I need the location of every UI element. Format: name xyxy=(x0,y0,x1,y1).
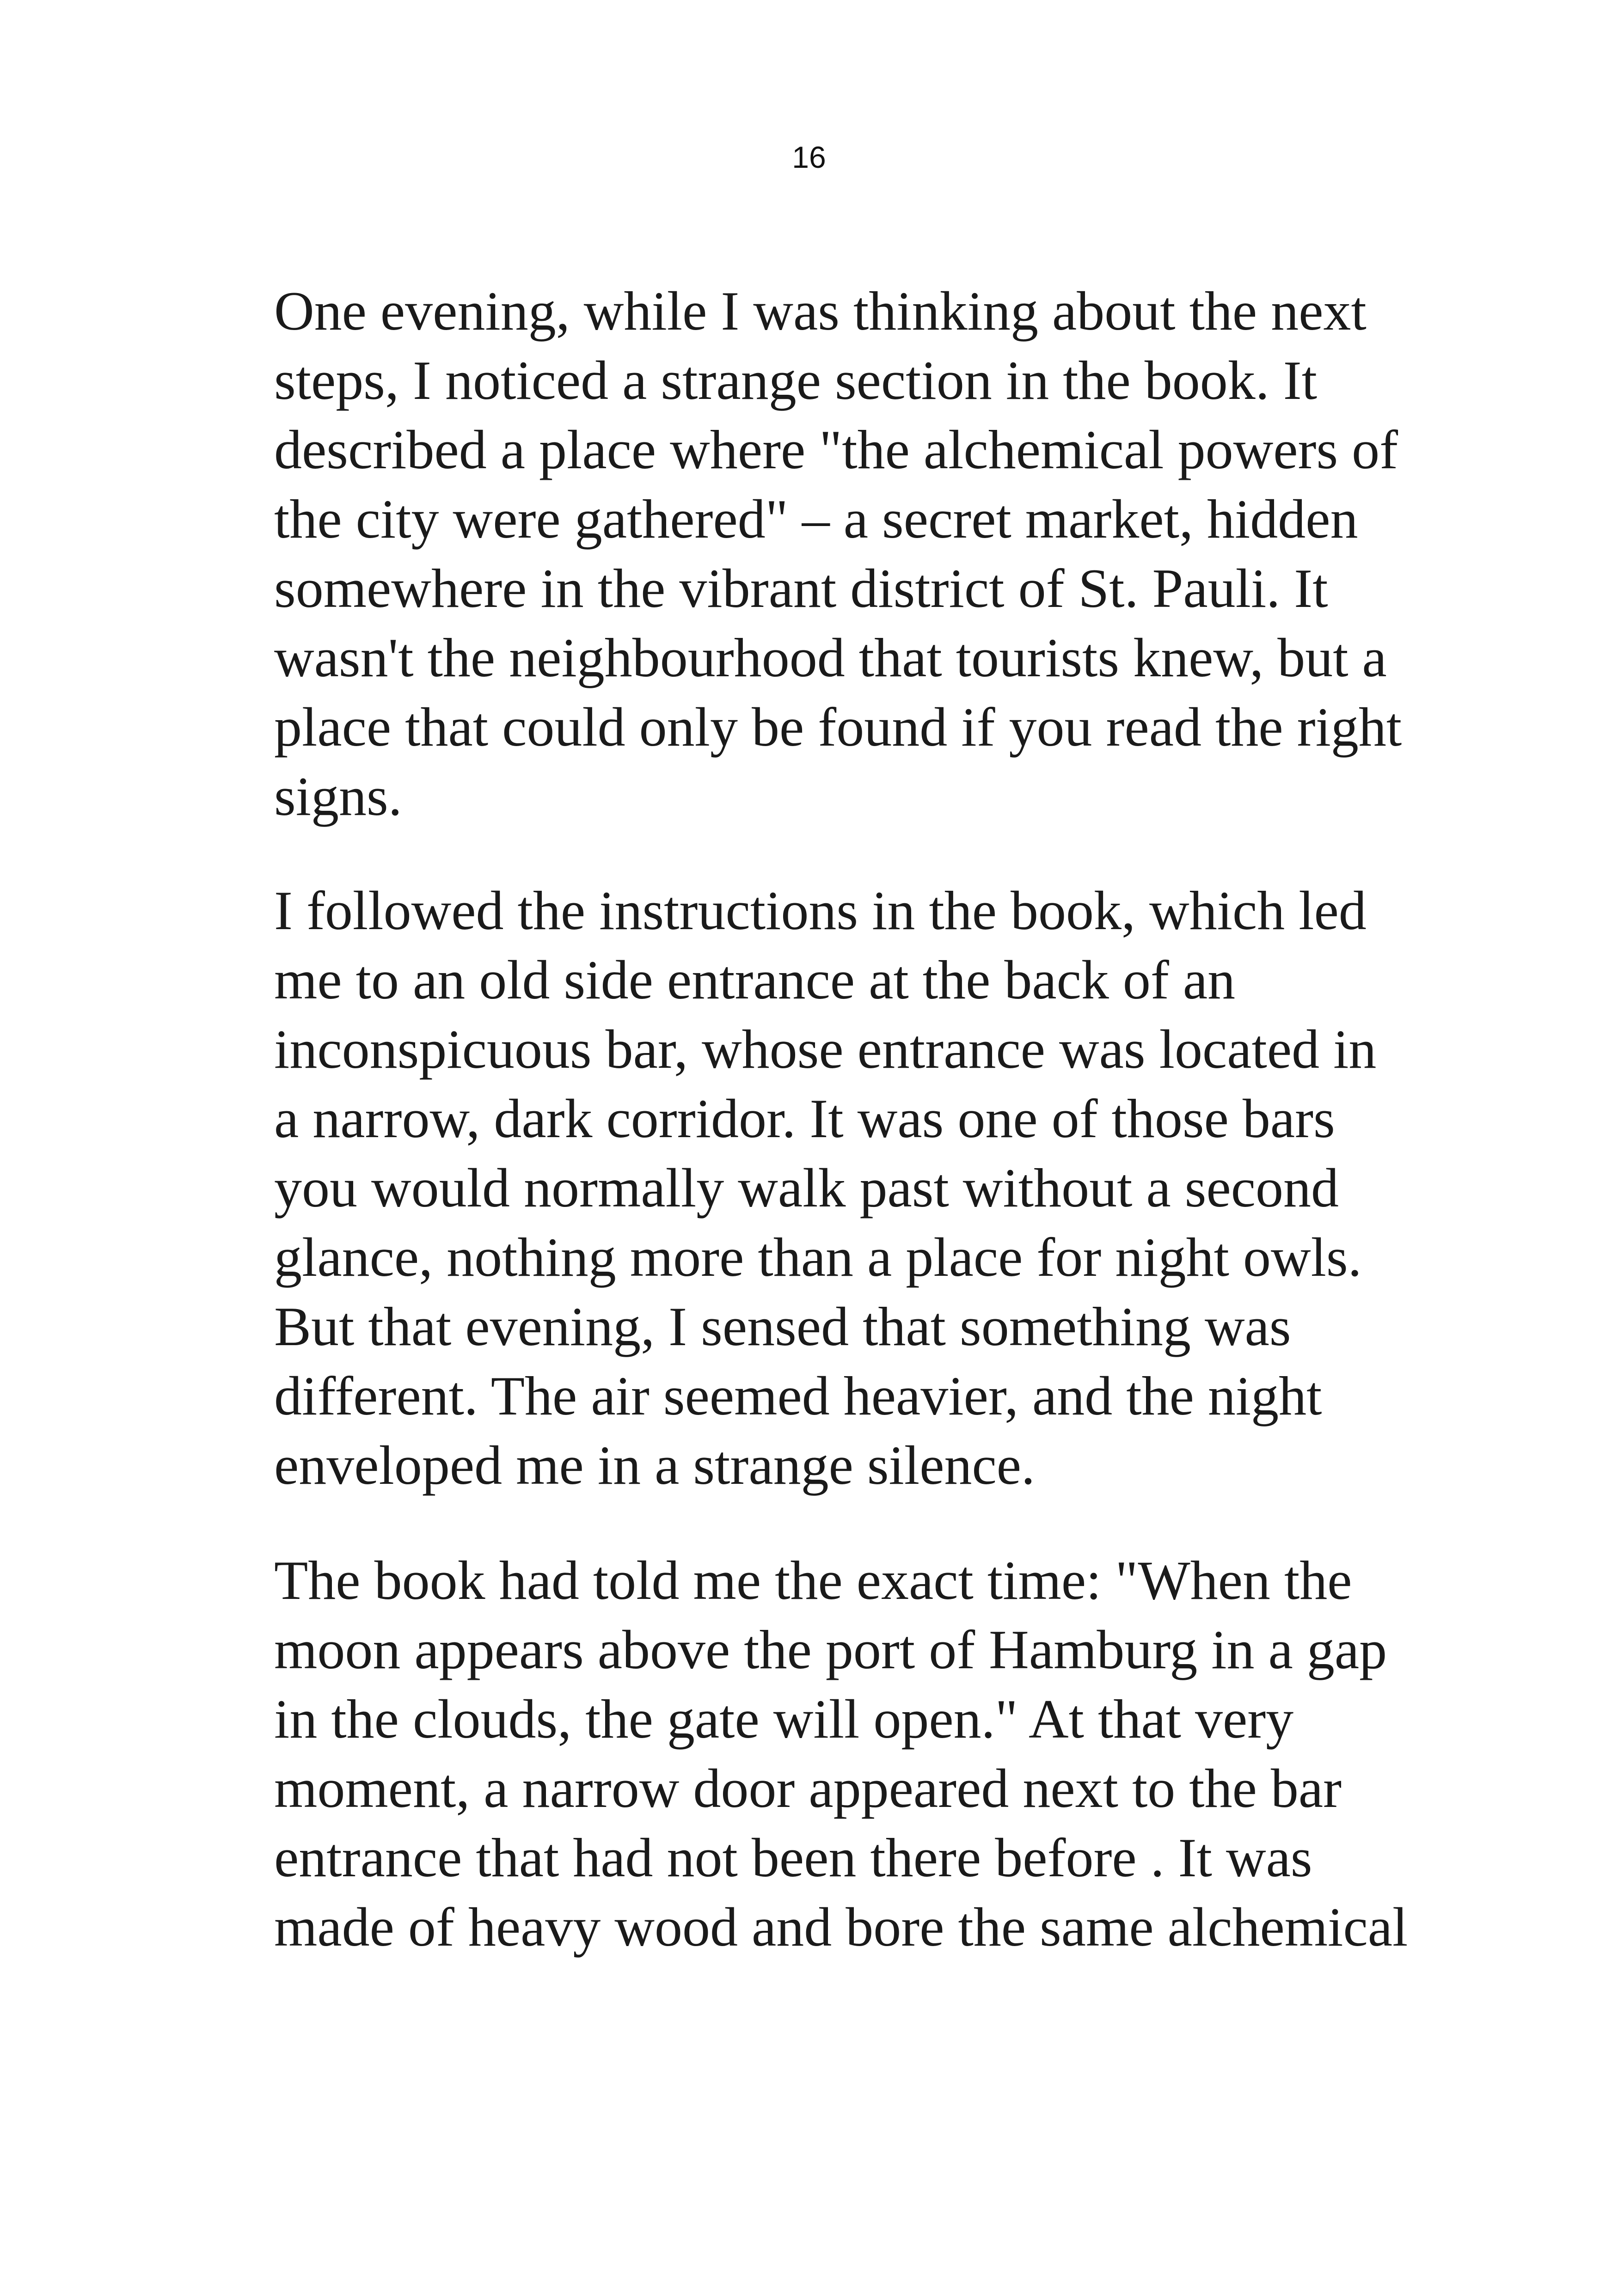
text-line: a narrow, dark corridor. It was one of those bars xyxy=(274,1088,1335,1149)
text-line: made of heavy wood and bore the same alchemical xyxy=(274,1896,1408,1958)
text-line: somewhere in the vibrant district of St. Pauli. It xyxy=(274,557,1328,619)
text-line: me to an old side entrance at the back of an xyxy=(274,949,1236,1010)
text-line: described a place where "the alchemical powers of xyxy=(274,419,1398,480)
text-line: glance, nothing more than a place for night owls. xyxy=(274,1226,1362,1288)
text-line: I followed the instructions in the book, which led xyxy=(274,880,1367,941)
text-line: But that evening, I sensed that something was xyxy=(274,1296,1291,1357)
paragraph-1 xyxy=(274,276,1402,831)
paragraph-3 xyxy=(274,1546,1408,1962)
text-line: wasn't the neighbourhood that tourists knew, but a xyxy=(274,627,1387,688)
text-line: signs. xyxy=(274,765,402,827)
text-line: different. The air seemed heavier, and the night xyxy=(274,1365,1322,1427)
text-line: enveloped me in a strange silence. xyxy=(274,1434,1036,1496)
text-line: place that could only be found if you read the right xyxy=(274,696,1402,758)
text-line: The book had told me the exact time: "When the xyxy=(274,1549,1352,1611)
text-line: entrance that had not been there before . It was xyxy=(274,1827,1312,1888)
text-line: you would normally walk past without a second xyxy=(274,1157,1339,1218)
text-line: moment, a narrow door appeared next to the bar xyxy=(274,1757,1342,1819)
text-line: inconspicuous bar, whose entrance was located in xyxy=(274,1018,1377,1080)
paragraph-2 xyxy=(274,876,1377,1500)
text-line: in the clouds, the gate will open." At that very xyxy=(274,1688,1294,1750)
text-line: One evening, while I was thinking about the next xyxy=(274,280,1367,342)
text-line: the city were gathered" – a secret market, hidden xyxy=(274,488,1358,550)
text-line: steps, I noticed a strange section in the book. It xyxy=(274,349,1318,411)
text-line: moon appears above the port of Hamburg in a gap xyxy=(274,1619,1387,1680)
page-number: 16 xyxy=(792,140,826,174)
